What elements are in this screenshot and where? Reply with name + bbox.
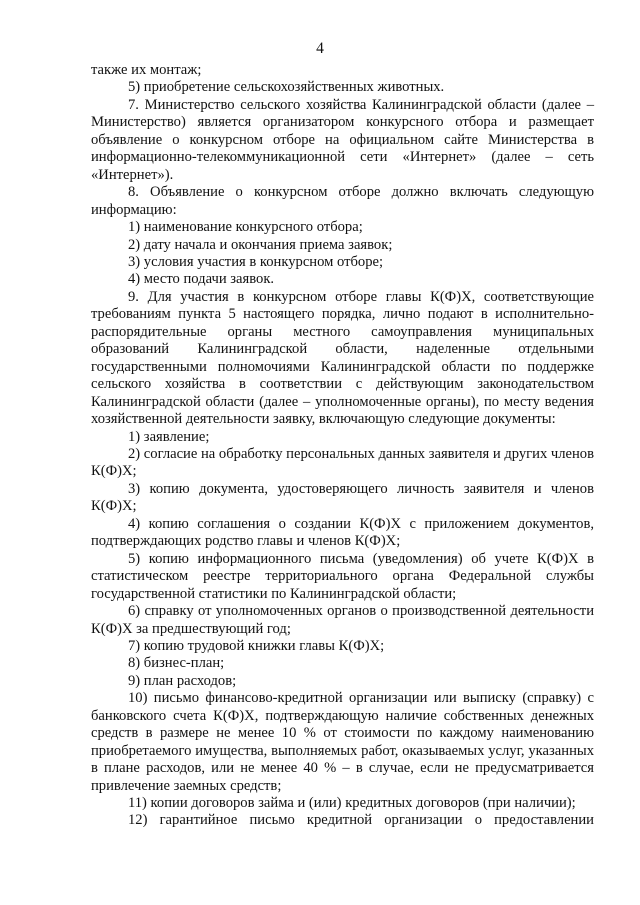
doc-item-12-guarantee-letter: 12) гарантийное письмо кредитной организации о предоставлении — [128, 812, 594, 829]
list-item-1-name: 1) наименование конкурсного отбора; — [128, 219, 363, 236]
doc-item-9-expense-plan: 9) план расходов; — [128, 672, 237, 689]
list-item-2-dates: 2) дату начала и окончания приема заявок; — [128, 236, 393, 253]
doc-item-10-bank-letter: 10) письмо финансово-кредитной организации или выписку (справку) с банковского счета К(Ф)Х, подтверждающую наличие собственных денежных средств в размере не менее 10 % от стоимости по каждому наименованию приобретаемого имущества, выполняемых работ, оказываемых услуг, указанных в плане расходов, или не менее 40 % – в случае, если не предусматривается привлечение заемных средств; — [91, 690, 594, 794]
clause-8-announcement: 8. Объявление о конкурсном отборе должно включать следующую информацию: — [91, 184, 594, 218]
doc-item-8-business-plan: 8) бизнес-план; — [128, 655, 225, 672]
page-number: 4 — [316, 40, 324, 57]
doc-item-2-consent: 2) согласие на обработку персональных данных заявителя и других членов К(Ф)Х; — [91, 445, 594, 480]
doc-item-6-certificate: 6) справку от уполномоченных органов о производственной деятельности К(Ф)Х за предшествующий год; — [91, 603, 594, 637]
doc-item-7-workbook: 7) копию трудовой книжки главы К(Ф)Х; — [128, 637, 385, 654]
clause-9-application: 9. Для участия в конкурсном отборе главы К(Ф)Х, соответствующие требованиям пункта 5 настоящего порядка, лично подают в исполнительно-распорядительные органы местного самоуправления муниципальных образований Калининградской области, наделенные отдельными государственными полномочиями Калининградской области по поддержке сельского хозяйства в соответствии с действующим законодательством Калининградской области (далее – уполномоченные органы), по месту ведения хозяйственной деятельности заявку, включающую следующие документы: — [91, 288, 594, 428]
document-body — [91, 62, 594, 830]
doc-item-4-agreement: 4) копию соглашения о создании К(Ф)Х с приложением документов, подтверждающих родство главы и членов К(Ф)Х; — [91, 515, 594, 550]
doc-item-1-statement: 1) заявление; — [128, 428, 210, 445]
doc-item-5-statistics: 5) копию информационного письма (уведомления) об учете К(Ф)Х в статистическом реестре территориального органа Федеральной службы государственной статистики по Калининградской области; — [91, 550, 594, 602]
doc-item-11-loan-contracts: 11) копии договоров займа и (или) кредитных договоров (при наличии); — [128, 795, 576, 812]
doc-item-3-identity: 3) копию документа, удостоверяющего личность заявителя и членов К(Ф)Х; — [91, 480, 594, 515]
list-item-4-place: 4) место подачи заявок. — [128, 271, 275, 288]
clause-7-organizer: 7. Министерство сельского хозяйства Калининградской области (далее – Министерство) является организатором конкурсного отбора и размещает объявление о конкурсном отборе на официальном сайте Министерства в информационно-телекоммуникационной сети «Интернет» (далее – сеть «Интернет»). — [91, 96, 594, 183]
list-item-5-livestock: 5) приобретение сельскохозяйственных животных. — [128, 79, 445, 96]
paragraph-continuation: также их монтаж; — [91, 62, 202, 78]
list-item-3-conditions: 3) условия участия в конкурсном отборе; — [128, 253, 384, 270]
